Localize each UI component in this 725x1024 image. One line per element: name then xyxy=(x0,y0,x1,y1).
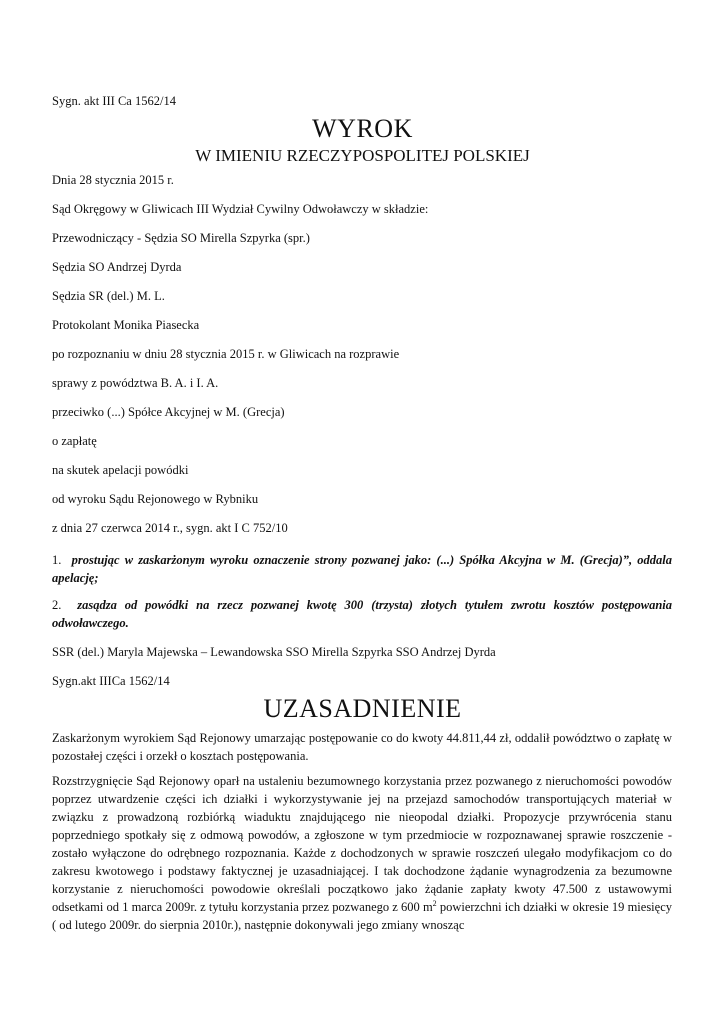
presiding-judge-line: Przewodniczący - Sędzia SO Mirella Szpyrka (spr.) xyxy=(52,231,310,245)
justification-text: Rozstrzygnięcie Sąd Rejonowy oparł na ustaleniu bezumownego korzystania przez pozwanego z nieruchomości powodów poprzez utwardzenie części ich działki i wykorzystywanie jej na przejazd samochodów transportujących materiał w związku z prowadzoną rozbiórką wiaduktu znajdującego nie nieopodal działki. Propozycje przywrócenia stanu poprzedniego spotkały się z odmową powodów, a zgłoszone w tym przedmiocie w rozpoznawanej sprawie roszczenie - zostało wyłączone do odrębnego rozpoznania. Każde z dochodzonych w sprawie roszczeń ulegało modyfikacjom co do zakresu kwotowego i podstawy faktycznej je uzasadniającej. I tak dochodzone żądanie wynagrodzenia za bezumowne korzystanie z nieruchomości powodowie określali początkowo jako żądanie zapłaty kwoty 47.500 z ustawowymi odsetkami od 1 marca 2009r. z tytułu korzystania przez pozwanego z 600 m xyxy=(52,774,672,914)
lower-court-date-line: z dnia 27 czerwca 2014 r., sygn. akt I C 752/10 xyxy=(52,521,288,535)
hearing-line: po rozpoznaniu w dniu 28 stycznia 2015 r. w Gliwicach na rozprawie xyxy=(52,347,400,361)
ruling-point-text: prostując w zaskarżonym wyroku oznaczenie strony pozwanej jako: (...) Spółka Akcyjna w M. (Grecja)”, oddala apelację; xyxy=(52,553,672,585)
date-line: Dnia 28 stycznia 2015 r. xyxy=(52,173,174,187)
document-subtitle: W IMIENIU RZECZYPOSPOLITEJ POLSKIEJ xyxy=(195,146,530,165)
subject-line: o zapłatę xyxy=(52,434,97,448)
ruling-point xyxy=(52,596,672,632)
document-title: WYROK xyxy=(312,114,413,143)
clerk-line: Protokolant Monika Piasecka xyxy=(52,318,200,332)
justification-text: powierzchni ich działki w okresie 19 miesięcy ( od lutego 2009r. do sierpnia 2010r.), następnie dokonywali jego zmiany wnosząc xyxy=(52,900,672,932)
ruling-point xyxy=(52,551,672,587)
justification-paragraph: Zaskarżonym wyrokiem Sąd Rejonowy umarzając postępowanie co do kwoty 44.811,44 zł, oddalił powództwo o zapłatę w pozostałej części i orzekł o kosztach postępowania. xyxy=(52,731,672,763)
plaintiffs-line: sprawy z powództwa B. A. i I. A. xyxy=(52,376,219,390)
ruling-point-number: 2. xyxy=(52,598,62,612)
appeal-line: na skutek apelacji powódki xyxy=(52,463,189,477)
justification-paragraph xyxy=(52,772,672,934)
justification-title: UZASADNIENIE xyxy=(263,694,462,723)
judge-line: Sędzia SO Andrzej Dyrda xyxy=(52,260,182,274)
superscript: 2 xyxy=(432,898,437,908)
ruling-point-text: zasądza od powódki na rzecz pozwanej kwotę 300 (trzysta) złotych tytułem zwrotu kosztów postępowania odwoławczego. xyxy=(52,598,673,630)
case-signature: Sygn. akt III Ca 1562/14 xyxy=(52,94,176,108)
defendant-line: przeciwko (...) Spółce Akcyjnej w M. (Grecja) xyxy=(52,405,285,419)
ruling-point-number: 1. xyxy=(52,553,62,567)
lower-court-line: od wyroku Sądu Rejonowego w Rybniku xyxy=(52,492,259,506)
case-signature-bottom: Sygn.akt IIICa 1562/14 xyxy=(52,674,170,688)
court-line: Sąd Okręgowy w Gliwicach III Wydział Cywilny Odwoławczy w składzie: xyxy=(52,202,429,216)
judge-line: Sędzia SR (del.) M. L. xyxy=(52,289,165,303)
signatures-line: SSR (del.) Maryla Majewska – Lewandowska SSO Mirella Szpyrka SSO Andrzej Dyrda xyxy=(52,645,496,659)
